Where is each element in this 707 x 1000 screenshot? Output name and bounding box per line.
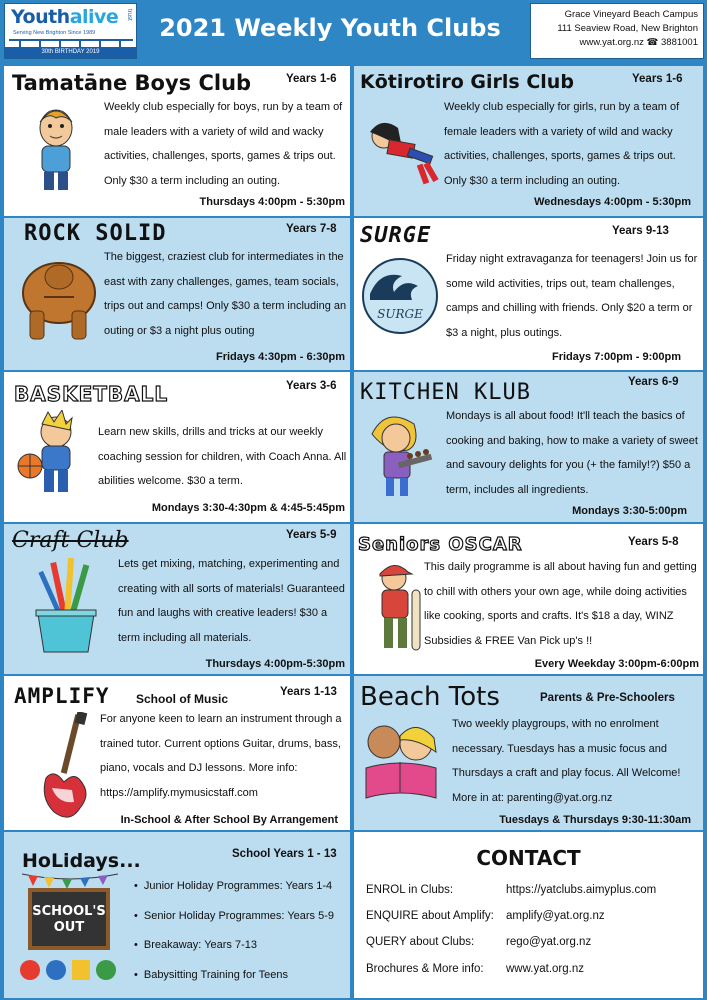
club-schedule: In-School & After School By Arrangement bbox=[120, 814, 338, 826]
club-description: This daily programme is all about having fun and getting to chill with others your own age, while doing activities like cooking, sports and crafts. It's $18 a day, WINZ Subsidies & FREE Van Pick up's !! bbox=[424, 561, 697, 647]
club-schedule: Mondays 3:30-4:30pm & 4:45-5:45pm bbox=[151, 502, 345, 514]
club-panel-kotirotiro bbox=[354, 66, 703, 216]
club-description: Weekly club especially for boys, run by a team of male leaders with a variety of wild and wacky activities, challenges, sports, games & trips out. Only $30 a term including an outing. bbox=[104, 101, 343, 187]
surge-wave-logo bbox=[360, 256, 440, 336]
basketball-kid-cartoon bbox=[12, 410, 92, 500]
list-item: • Babysitting Training for Teens bbox=[134, 965, 334, 995]
electric-guitar-icon bbox=[34, 712, 104, 822]
club-years: Years 1-13 bbox=[280, 686, 337, 698]
contact-label: Brochures & More info: bbox=[366, 963, 484, 975]
list-item: • Senior Holiday Programmes: Years 5-9 bbox=[134, 906, 334, 936]
phone-number[interactable]: 3881001 bbox=[661, 37, 698, 48]
club-title: Kōtirotiro Girls Club bbox=[360, 71, 574, 93]
club-title: BASKETBALL bbox=[14, 382, 169, 406]
contact-title: CONTACT bbox=[476, 846, 581, 870]
club-title: Seniors OSCAR bbox=[358, 534, 523, 555]
toys-icon bbox=[16, 954, 126, 984]
club-panel-rocksolid bbox=[4, 218, 350, 370]
sign-line-1: SCHOOL'S bbox=[32, 904, 106, 919]
club-years: Years 5-9 bbox=[286, 529, 337, 541]
boy-cartoon bbox=[26, 104, 86, 194]
contact-label: ENQUIRE about Amplify: bbox=[366, 910, 494, 922]
phone-icon: ☎ bbox=[646, 37, 659, 48]
club-years: Years 7-8 bbox=[286, 223, 337, 235]
club-title: Craft Club bbox=[12, 528, 129, 553]
club-title: Beach Tots bbox=[360, 682, 500, 712]
club-years: Years 9-13 bbox=[612, 225, 669, 237]
club-panel-basketball bbox=[4, 372, 350, 522]
club-panel-amplify bbox=[4, 676, 350, 830]
club-years: Years 6-9 bbox=[628, 376, 679, 388]
contact-link[interactable]: amplify@yat.org.nz bbox=[506, 910, 605, 922]
club-schedule: Thursdays 4:00pm-5:30pm bbox=[205, 658, 345, 670]
reading-kids-cartoon bbox=[356, 718, 446, 808]
club-panel-oscar bbox=[354, 524, 703, 674]
contact-link[interactable]: www.yat.org.nz bbox=[506, 963, 584, 975]
club-subtitle: School of Music bbox=[136, 692, 229, 706]
club-years: Years 3-6 bbox=[286, 380, 337, 392]
club-years: Years 5-8 bbox=[628, 536, 679, 548]
club-panel-kitchen bbox=[354, 372, 703, 522]
club-description: The biggest, craziest club for intermediates in the east with zany challenges, games, team socials, trips out and camps! Only $30 a term including an outing or $3 a night plus outing bbox=[104, 251, 347, 337]
club-description: For anyone keen to learn an instrument through a trained tutor. Current options Guitar, drums, bass, piano, vocals and DJ lessons. More info: https://amplify.mymusicstaff.com bbox=[100, 713, 342, 799]
schools-out-sign bbox=[28, 888, 110, 950]
club-years: Years 1-6 bbox=[286, 73, 337, 85]
club-title: SURGE bbox=[360, 223, 432, 248]
list-item: • Junior Holiday Programmes: Years 1-4 bbox=[134, 876, 334, 906]
list-item: • Breakaway: Years 7-13 bbox=[134, 935, 334, 965]
logo-tagline: Serving New Brighton Since 1989 bbox=[13, 30, 96, 36]
superhero-girl-cartoon bbox=[362, 118, 442, 188]
page-title: 2021 Weekly Youth Clubs bbox=[159, 14, 501, 42]
logo-wordmark: Youthalive bbox=[11, 6, 119, 28]
bridge-icon bbox=[9, 37, 133, 47]
pencil-pot-icon bbox=[26, 556, 106, 656]
contact-link[interactable]: https://yatclubs.aimyplus.com bbox=[506, 884, 657, 896]
club-description: Weekly club especially for girls, run by a team of female leaders with a variety of wild and wacky activities, challenges, sports, games & trips out. Only $30 a term including an outing. bbox=[444, 101, 680, 187]
party-bunting-icon bbox=[22, 870, 118, 890]
sign-line-2: OUT bbox=[53, 920, 85, 935]
club-schedule: Fridays 7:00pm - 9:00pm bbox=[552, 351, 681, 363]
club-schedule: Tuesdays & Thursdays 9:30-11:30am bbox=[499, 814, 691, 826]
contact-label: ENROL in Clubs: bbox=[366, 884, 454, 896]
club-panel-tamatane bbox=[4, 66, 350, 216]
address-box bbox=[530, 3, 704, 59]
club-description: Mondays is all about food! It'll teach the basics of cooking and baking, how to make a variety of sweet and savoury delights for you (+ the family!?) $50 a term, includes all ingredients. bbox=[446, 410, 698, 496]
club-title: AMPLIFY bbox=[14, 684, 110, 708]
logo-birthday-banner: 30th BIRTHDAY 2019 bbox=[5, 47, 136, 58]
club-panel-surge bbox=[354, 218, 703, 370]
club-panel-craft bbox=[4, 524, 350, 674]
club-schedule: Thursdays 4:00pm - 5:30pm bbox=[199, 196, 345, 208]
club-schedule: Fridays 4:30pm - 6:30pm bbox=[216, 351, 345, 363]
youthalive-logo[interactable] bbox=[4, 3, 137, 59]
address-line-1: Grace Vineyard Beach Campus bbox=[564, 9, 698, 20]
logo-trust-label: trust bbox=[126, 9, 132, 21]
chef-girl-cartoon bbox=[358, 410, 438, 500]
club-panel-beachtots bbox=[354, 676, 703, 830]
contact-line bbox=[536, 36, 698, 50]
header bbox=[0, 0, 707, 64]
svg-text:SURGE: SURGE bbox=[377, 307, 423, 321]
club-title: ROCK SOLID bbox=[24, 221, 167, 246]
contact-panel bbox=[354, 832, 703, 998]
club-description: Two weekly playgroups, with no enrolment necessary. Tuesdays has a music focus and Thursdays a craft and play focus. All Welcome! More in at: parenting@yat.org.nz bbox=[452, 718, 681, 804]
club-schedule: Mondays 3:30-5:00pm bbox=[572, 505, 687, 517]
club-schedule: Every Weekday 3:00pm-6:00pm bbox=[534, 658, 699, 670]
holidays-panel bbox=[4, 832, 350, 998]
rock-monster-cartoon bbox=[14, 253, 104, 343]
club-title: Tamatāne Boys Club bbox=[12, 71, 252, 95]
club-title: KITCHEN KLUB bbox=[360, 380, 531, 405]
holidays-title: HoLidays... bbox=[22, 850, 141, 872]
contact-label: QUERY about Clubs: bbox=[366, 936, 475, 948]
website-link[interactable]: www.yat.org.nz bbox=[579, 37, 644, 48]
club-description: Lets get mixing, matching, experimenting and creating with all sorts of materials! Guaranteed fun and laughs with creative leaders! $30 a term including all materials. bbox=[118, 558, 345, 644]
skater-kid-cartoon bbox=[368, 560, 428, 660]
club-description: Learn new skills, drills and tricks at our weekly coaching session for children, with Coach Anna. All abilities welcome. $30 a term. bbox=[98, 426, 347, 487]
holidays-years: School Years 1 - 13 bbox=[232, 848, 337, 860]
club-years: Parents & Pre-Schoolers bbox=[540, 692, 675, 704]
club-years: Years 1-6 bbox=[632, 73, 683, 85]
contact-link[interactable]: rego@yat.org.nz bbox=[506, 936, 592, 948]
holidays-list bbox=[134, 876, 334, 994]
address-line-2: 111 Seaview Road, New Brighton bbox=[557, 23, 698, 34]
club-description: Friday night extravaganza for teenagers! Join us for some wild activities, trips out, team challenges, camps and chilling with friends. Only $20 a term or $3 a night, plus outings. bbox=[446, 253, 698, 339]
club-schedule: Wednesdays 4:00pm - 5:30pm bbox=[534, 196, 691, 208]
